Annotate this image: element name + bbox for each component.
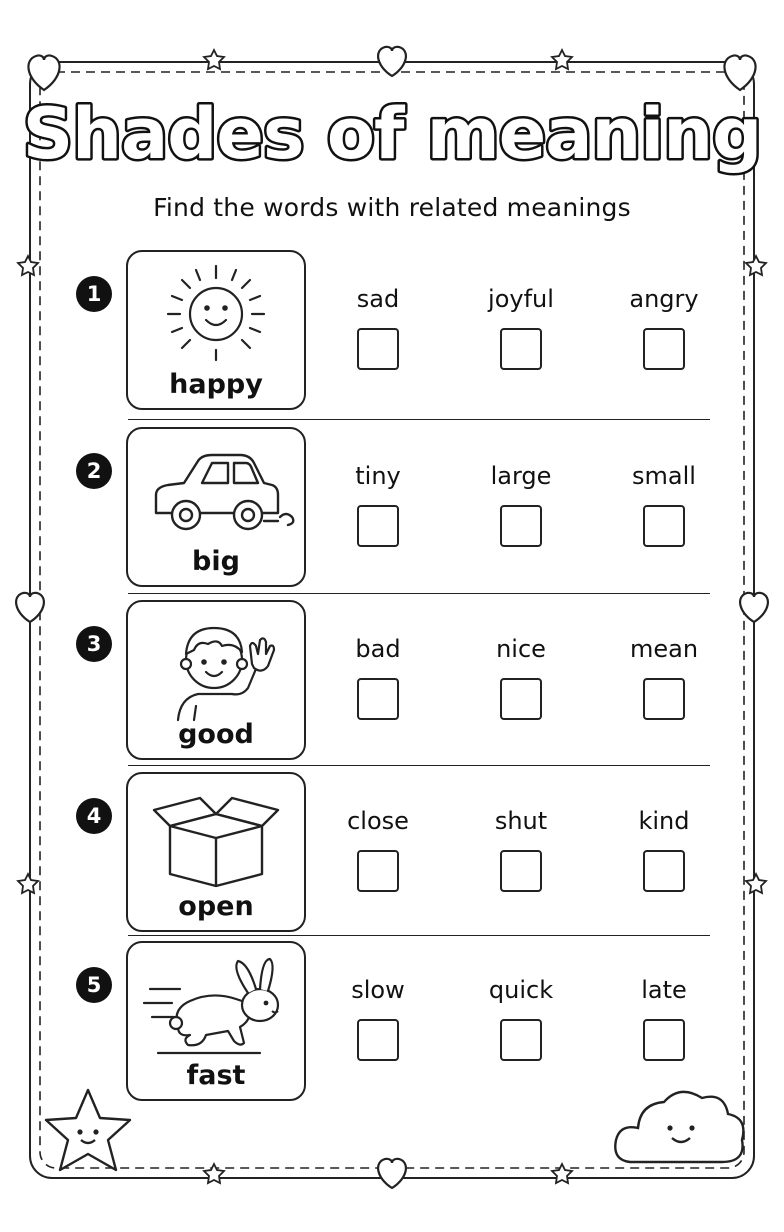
word-card — [126, 427, 306, 587]
word-card — [126, 600, 306, 760]
option-label: close — [347, 807, 409, 835]
answer-checkbox[interactable] — [500, 505, 542, 547]
option-label: large — [490, 462, 552, 490]
option-label: sad — [356, 285, 400, 313]
question-number: 1 — [76, 276, 112, 312]
answer-checkbox[interactable] — [357, 328, 399, 370]
option-2 — [461, 634, 581, 720]
target-word: happy — [169, 369, 263, 400]
answer-checkbox[interactable] — [500, 328, 542, 370]
option-label: bad — [355, 635, 401, 663]
answer-checkbox[interactable] — [500, 678, 542, 720]
heart-icon — [740, 593, 768, 622]
answer-checkbox[interactable] — [643, 505, 685, 547]
option-2 — [461, 975, 581, 1061]
star-icon — [746, 256, 766, 275]
option-1 — [318, 634, 438, 720]
star-icon — [552, 50, 572, 69]
smiling-sun-icon — [128, 252, 304, 372]
target-word: big — [192, 546, 240, 577]
instructions: Find the words with related meanings — [153, 193, 631, 222]
row-divider — [128, 935, 710, 936]
car-icon — [128, 429, 304, 549]
question-row — [70, 772, 712, 942]
target-word: good — [178, 719, 254, 750]
target-word: open — [178, 891, 254, 922]
question-row — [70, 250, 712, 420]
question-row — [70, 427, 712, 597]
question-number: 5 — [76, 967, 112, 1003]
option-label: kind — [638, 807, 690, 835]
waving-boy-icon — [128, 602, 304, 722]
option-label: shut — [494, 807, 548, 835]
option-1 — [318, 461, 438, 547]
option-3 — [604, 634, 724, 720]
answer-checkbox[interactable] — [643, 678, 685, 720]
option-label: nice — [496, 635, 546, 663]
answer-checkbox[interactable] — [643, 850, 685, 892]
option-3 — [604, 461, 724, 547]
option-1 — [318, 284, 438, 370]
question-number: 4 — [76, 798, 112, 834]
row-divider — [128, 765, 710, 766]
question-number: 3 — [76, 626, 112, 662]
svg-text:Shades of meaning: Shades of meaning — [22, 93, 762, 175]
star-icon — [204, 1164, 224, 1183]
question-row — [70, 941, 712, 1111]
option-2 — [461, 461, 581, 547]
answer-checkbox[interactable] — [643, 328, 685, 370]
option-3 — [604, 806, 724, 892]
word-card — [126, 772, 306, 932]
star-icon — [746, 874, 766, 893]
star-icon — [204, 50, 224, 69]
option-label: small — [632, 462, 696, 490]
answer-checkbox[interactable] — [357, 505, 399, 547]
word-card — [126, 250, 306, 410]
answer-checkbox[interactable] — [500, 850, 542, 892]
question-row — [70, 600, 712, 770]
target-word: fast — [186, 1060, 246, 1091]
answer-checkbox[interactable] — [643, 1019, 685, 1061]
option-label: slow — [351, 976, 405, 1004]
answer-checkbox[interactable] — [357, 1019, 399, 1061]
heart-icon — [378, 1159, 406, 1188]
open-box-icon — [128, 774, 304, 894]
option-label: mean — [629, 635, 699, 663]
page-title — [0, 70, 784, 200]
option-1 — [318, 975, 438, 1061]
option-3 — [604, 284, 724, 370]
option-label: joyful — [488, 285, 554, 313]
option-label: quick — [488, 976, 554, 1004]
option-label: angry — [629, 285, 699, 313]
answer-checkbox[interactable] — [357, 678, 399, 720]
option-2 — [461, 806, 581, 892]
question-number: 2 — [76, 453, 112, 489]
star-icon — [18, 256, 38, 275]
running-rabbit-icon — [128, 943, 304, 1063]
star-icon — [18, 874, 38, 893]
star-icon — [552, 1164, 572, 1183]
answer-checkbox[interactable] — [500, 1019, 542, 1061]
option-3 — [604, 975, 724, 1061]
option-1 — [318, 806, 438, 892]
option-label: late — [641, 976, 687, 1004]
answer-checkbox[interactable] — [357, 850, 399, 892]
row-divider — [128, 419, 710, 420]
option-label: tiny — [355, 462, 401, 490]
row-divider — [128, 593, 710, 594]
word-card — [126, 941, 306, 1101]
option-2 — [461, 284, 581, 370]
